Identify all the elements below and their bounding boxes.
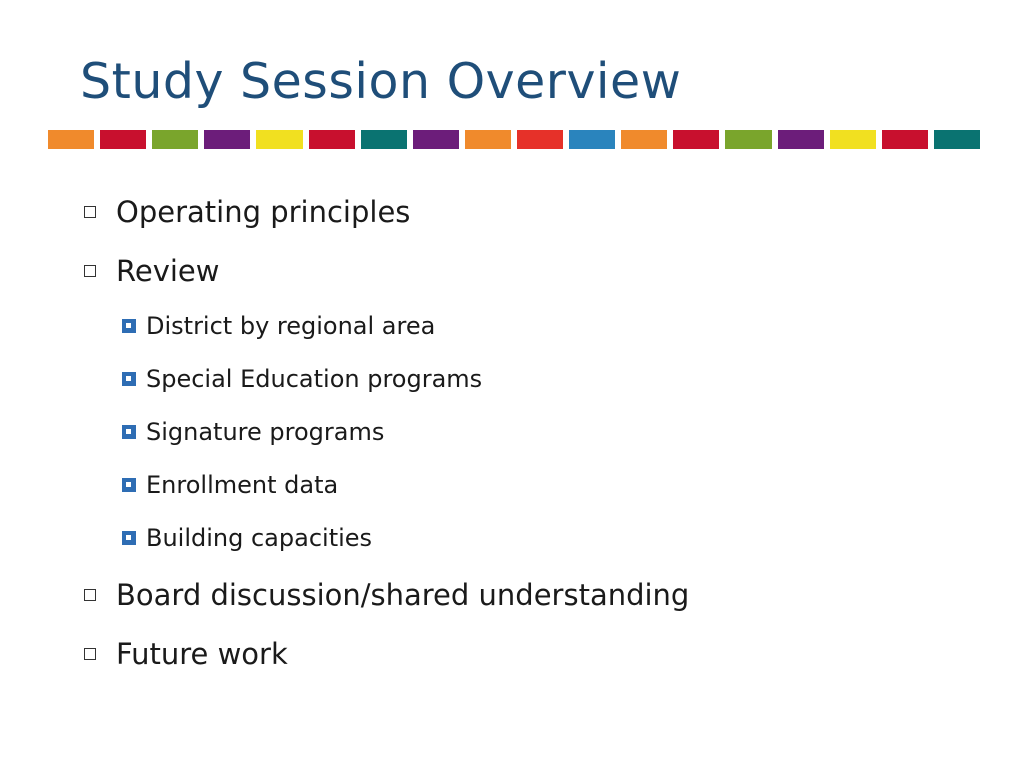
filled-square-bullet-icon <box>122 319 136 333</box>
bullet-text: Operating principles <box>116 195 411 229</box>
sub-bullet-item <box>122 361 482 397</box>
bullet-item <box>84 190 410 234</box>
sub-bullet-text: Enrollment data <box>146 471 339 499</box>
sub-bullet-text: District by regional area <box>146 312 436 340</box>
hollow-square-bullet-icon <box>84 206 96 218</box>
bullet-text: Board discussion/shared understanding <box>116 578 690 612</box>
bullet-item <box>84 632 288 676</box>
sub-bullet-item <box>122 308 435 344</box>
bullet-text: Future work <box>116 637 288 671</box>
sub-bullet-text: Special Education programs <box>146 365 483 393</box>
sub-bullet-item <box>122 520 372 556</box>
hollow-square-bullet-icon <box>84 265 96 277</box>
bullet-text: Review <box>116 254 220 288</box>
filled-square-bullet-icon <box>122 531 136 545</box>
slide-title: Study Session Overview <box>80 53 682 110</box>
filled-square-bullet-icon <box>122 478 136 492</box>
hollow-square-bullet-icon <box>84 589 96 601</box>
bullet-item <box>84 249 219 293</box>
sub-bullet-item <box>122 414 384 450</box>
filled-square-bullet-icon <box>122 372 136 386</box>
hollow-square-bullet-icon <box>84 648 96 660</box>
sub-bullet-text: Building capacities <box>146 524 373 552</box>
sub-bullet-item <box>122 467 338 503</box>
bullet-item <box>84 573 689 617</box>
filled-square-bullet-icon <box>122 425 136 439</box>
sub-bullet-text: Signature programs <box>146 418 385 446</box>
